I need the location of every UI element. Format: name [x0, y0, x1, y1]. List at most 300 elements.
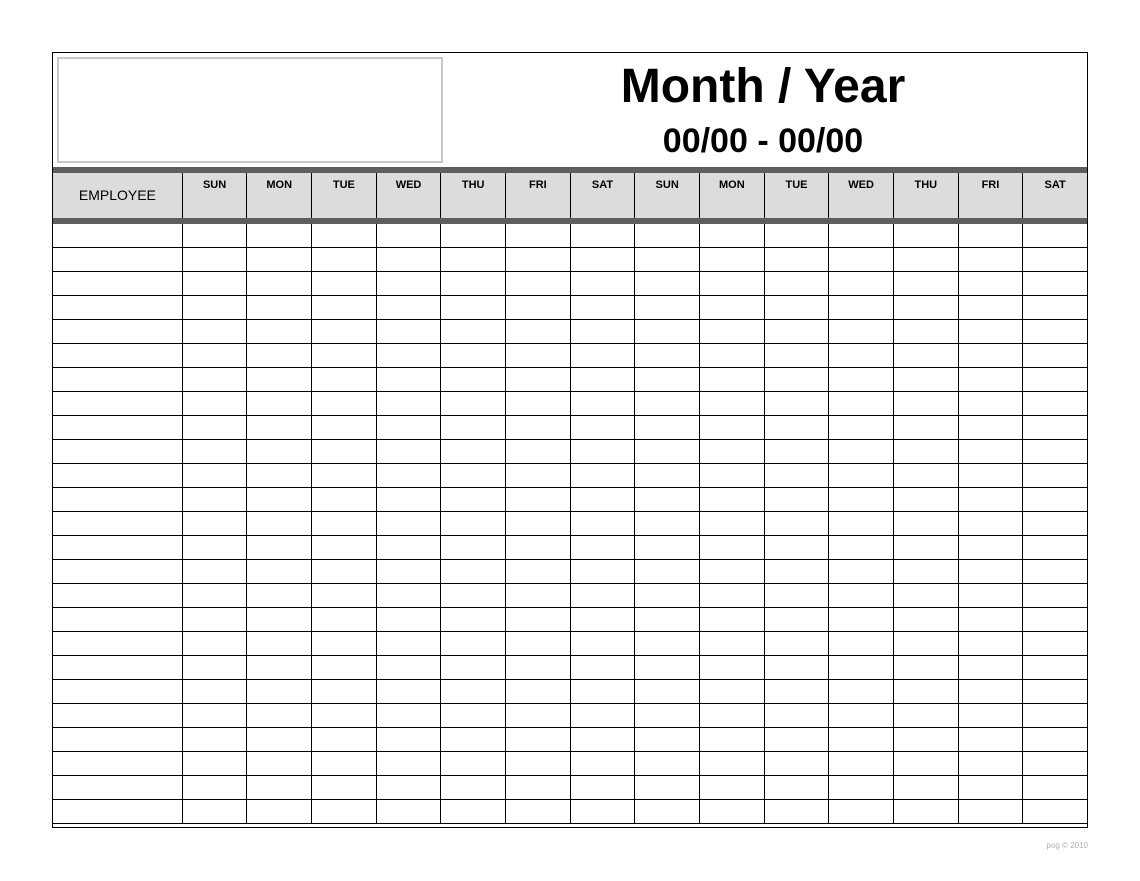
- shift-cell[interactable]: [764, 320, 829, 343]
- shift-cell[interactable]: [246, 272, 311, 295]
- shift-cell[interactable]: [764, 224, 829, 247]
- shift-cell[interactable]: [505, 728, 570, 751]
- employee-cell[interactable]: [53, 440, 182, 463]
- shift-cell[interactable]: [376, 752, 441, 775]
- shift-cell[interactable]: [634, 296, 699, 319]
- shift-cell[interactable]: [182, 680, 247, 703]
- shift-cell[interactable]: [246, 440, 311, 463]
- shift-cell[interactable]: [1022, 488, 1087, 511]
- shift-cell[interactable]: [570, 560, 635, 583]
- shift-cell[interactable]: [440, 488, 505, 511]
- shift-cell[interactable]: [958, 368, 1023, 391]
- employee-cell[interactable]: [53, 560, 182, 583]
- shift-cell[interactable]: [182, 272, 247, 295]
- shift-cell[interactable]: [828, 488, 893, 511]
- shift-cell[interactable]: [764, 416, 829, 439]
- shift-cell[interactable]: [634, 248, 699, 271]
- shift-cell[interactable]: [958, 296, 1023, 319]
- shift-cell[interactable]: [699, 632, 764, 655]
- shift-cell[interactable]: [634, 632, 699, 655]
- shift-cell[interactable]: [376, 584, 441, 607]
- shift-cell[interactable]: [182, 752, 247, 775]
- shift-cell[interactable]: [570, 488, 635, 511]
- shift-cell[interactable]: [376, 800, 441, 823]
- shift-cell[interactable]: [958, 320, 1023, 343]
- shift-cell[interactable]: [570, 248, 635, 271]
- shift-cell[interactable]: [958, 680, 1023, 703]
- shift-cell[interactable]: [699, 560, 764, 583]
- shift-cell[interactable]: [893, 320, 958, 343]
- shift-cell[interactable]: [570, 800, 635, 823]
- shift-cell[interactable]: [505, 224, 570, 247]
- shift-cell[interactable]: [246, 704, 311, 727]
- shift-cell[interactable]: [958, 440, 1023, 463]
- shift-cell[interactable]: [634, 560, 699, 583]
- shift-cell[interactable]: [311, 296, 376, 319]
- shift-cell[interactable]: [311, 536, 376, 559]
- shift-cell[interactable]: [1022, 224, 1087, 247]
- shift-cell[interactable]: [764, 632, 829, 655]
- shift-cell[interactable]: [764, 296, 829, 319]
- shift-cell[interactable]: [246, 368, 311, 391]
- shift-cell[interactable]: [699, 416, 764, 439]
- shift-cell[interactable]: [828, 776, 893, 799]
- employee-cell[interactable]: [53, 512, 182, 535]
- shift-cell[interactable]: [828, 368, 893, 391]
- employee-cell[interactable]: [53, 632, 182, 655]
- shift-cell[interactable]: [182, 488, 247, 511]
- shift-cell[interactable]: [182, 440, 247, 463]
- shift-cell[interactable]: [246, 680, 311, 703]
- shift-cell[interactable]: [570, 296, 635, 319]
- employee-cell[interactable]: [53, 320, 182, 343]
- shift-cell[interactable]: [505, 488, 570, 511]
- shift-cell[interactable]: [376, 248, 441, 271]
- shift-cell[interactable]: [634, 800, 699, 823]
- shift-cell[interactable]: [246, 248, 311, 271]
- shift-cell[interactable]: [311, 608, 376, 631]
- shift-cell[interactable]: [376, 320, 441, 343]
- shift-cell[interactable]: [699, 752, 764, 775]
- shift-cell[interactable]: [893, 560, 958, 583]
- shift-cell[interactable]: [570, 608, 635, 631]
- shift-cell[interactable]: [505, 800, 570, 823]
- shift-cell[interactable]: [570, 464, 635, 487]
- shift-cell[interactable]: [440, 248, 505, 271]
- shift-cell[interactable]: [376, 512, 441, 535]
- shift-cell[interactable]: [182, 512, 247, 535]
- shift-cell[interactable]: [505, 656, 570, 679]
- shift-cell[interactable]: [440, 752, 505, 775]
- shift-cell[interactable]: [699, 392, 764, 415]
- shift-cell[interactable]: [893, 416, 958, 439]
- shift-cell[interactable]: [1022, 512, 1087, 535]
- employee-cell[interactable]: [53, 800, 182, 823]
- shift-cell[interactable]: [376, 776, 441, 799]
- shift-cell[interactable]: [699, 512, 764, 535]
- shift-cell[interactable]: [958, 776, 1023, 799]
- shift-cell[interactable]: [1022, 320, 1087, 343]
- shift-cell[interactable]: [311, 248, 376, 271]
- shift-cell[interactable]: [246, 800, 311, 823]
- shift-cell[interactable]: [505, 296, 570, 319]
- shift-cell[interactable]: [182, 224, 247, 247]
- shift-cell[interactable]: [893, 296, 958, 319]
- shift-cell[interactable]: [634, 368, 699, 391]
- shift-cell[interactable]: [893, 584, 958, 607]
- shift-cell[interactable]: [246, 296, 311, 319]
- shift-cell[interactable]: [1022, 632, 1087, 655]
- shift-cell[interactable]: [699, 488, 764, 511]
- shift-cell[interactable]: [1022, 344, 1087, 367]
- shift-cell[interactable]: [828, 224, 893, 247]
- shift-cell[interactable]: [311, 584, 376, 607]
- shift-cell[interactable]: [893, 344, 958, 367]
- shift-cell[interactable]: [376, 392, 441, 415]
- shift-cell[interactable]: [505, 776, 570, 799]
- shift-cell[interactable]: [182, 416, 247, 439]
- shift-cell[interactable]: [182, 728, 247, 751]
- employee-cell[interactable]: [53, 272, 182, 295]
- shift-cell[interactable]: [893, 680, 958, 703]
- shift-cell[interactable]: [376, 224, 441, 247]
- shift-cell[interactable]: [764, 584, 829, 607]
- employee-cell[interactable]: [53, 416, 182, 439]
- shift-cell[interactable]: [1022, 800, 1087, 823]
- shift-cell[interactable]: [634, 344, 699, 367]
- shift-cell[interactable]: [570, 440, 635, 463]
- shift-cell[interactable]: [958, 248, 1023, 271]
- employee-cell[interactable]: [53, 248, 182, 271]
- shift-cell[interactable]: [505, 344, 570, 367]
- shift-cell[interactable]: [828, 248, 893, 271]
- shift-cell[interactable]: [699, 272, 764, 295]
- shift-cell[interactable]: [376, 704, 441, 727]
- shift-cell[interactable]: [958, 608, 1023, 631]
- shift-cell[interactable]: [440, 368, 505, 391]
- shift-cell[interactable]: [1022, 560, 1087, 583]
- shift-cell[interactable]: [828, 392, 893, 415]
- shift-cell[interactable]: [440, 560, 505, 583]
- shift-cell[interactable]: [311, 416, 376, 439]
- shift-cell[interactable]: [634, 440, 699, 463]
- shift-cell[interactable]: [828, 512, 893, 535]
- shift-cell[interactable]: [893, 488, 958, 511]
- shift-cell[interactable]: [505, 752, 570, 775]
- shift-cell[interactable]: [828, 680, 893, 703]
- shift-cell[interactable]: [440, 296, 505, 319]
- shift-cell[interactable]: [311, 344, 376, 367]
- shift-cell[interactable]: [764, 704, 829, 727]
- shift-cell[interactable]: [440, 800, 505, 823]
- shift-cell[interactable]: [376, 560, 441, 583]
- shift-cell[interactable]: [246, 560, 311, 583]
- shift-cell[interactable]: [699, 776, 764, 799]
- shift-cell[interactable]: [311, 800, 376, 823]
- shift-cell[interactable]: [440, 344, 505, 367]
- shift-cell[interactable]: [440, 656, 505, 679]
- shift-cell[interactable]: [699, 296, 764, 319]
- shift-cell[interactable]: [958, 704, 1023, 727]
- shift-cell[interactable]: [505, 392, 570, 415]
- shift-cell[interactable]: [505, 248, 570, 271]
- shift-cell[interactable]: [699, 440, 764, 463]
- shift-cell[interactable]: [570, 752, 635, 775]
- shift-cell[interactable]: [246, 632, 311, 655]
- shift-cell[interactable]: [182, 560, 247, 583]
- shift-cell[interactable]: [893, 752, 958, 775]
- shift-cell[interactable]: [246, 464, 311, 487]
- shift-cell[interactable]: [893, 248, 958, 271]
- shift-cell[interactable]: [246, 776, 311, 799]
- shift-cell[interactable]: [570, 704, 635, 727]
- shift-cell[interactable]: [440, 680, 505, 703]
- shift-cell[interactable]: [505, 416, 570, 439]
- shift-cell[interactable]: [440, 464, 505, 487]
- employee-cell[interactable]: [53, 680, 182, 703]
- shift-cell[interactable]: [246, 488, 311, 511]
- shift-cell[interactable]: [893, 800, 958, 823]
- shift-cell[interactable]: [958, 632, 1023, 655]
- employee-cell[interactable]: [53, 776, 182, 799]
- shift-cell[interactable]: [376, 728, 441, 751]
- shift-cell[interactable]: [311, 560, 376, 583]
- shift-cell[interactable]: [505, 680, 570, 703]
- shift-cell[interactable]: [376, 656, 441, 679]
- shift-cell[interactable]: [893, 224, 958, 247]
- shift-cell[interactable]: [311, 680, 376, 703]
- shift-cell[interactable]: [505, 536, 570, 559]
- shift-cell[interactable]: [311, 776, 376, 799]
- shift-cell[interactable]: [570, 512, 635, 535]
- shift-cell[interactable]: [764, 680, 829, 703]
- shift-cell[interactable]: [958, 536, 1023, 559]
- shift-cell[interactable]: [376, 608, 441, 631]
- shift-cell[interactable]: [1022, 752, 1087, 775]
- shift-cell[interactable]: [893, 368, 958, 391]
- shift-cell[interactable]: [570, 728, 635, 751]
- shift-cell[interactable]: [1022, 464, 1087, 487]
- shift-cell[interactable]: [634, 584, 699, 607]
- shift-cell[interactable]: [440, 512, 505, 535]
- shift-cell[interactable]: [246, 728, 311, 751]
- shift-cell[interactable]: [828, 344, 893, 367]
- shift-cell[interactable]: [246, 752, 311, 775]
- shift-cell[interactable]: [440, 224, 505, 247]
- shift-cell[interactable]: [893, 608, 958, 631]
- shift-cell[interactable]: [828, 464, 893, 487]
- shift-cell[interactable]: [246, 656, 311, 679]
- shift-cell[interactable]: [828, 440, 893, 463]
- shift-cell[interactable]: [246, 584, 311, 607]
- shift-cell[interactable]: [376, 632, 441, 655]
- shift-cell[interactable]: [570, 392, 635, 415]
- shift-cell[interactable]: [311, 632, 376, 655]
- shift-cell[interactable]: [311, 704, 376, 727]
- shift-cell[interactable]: [311, 656, 376, 679]
- shift-cell[interactable]: [505, 584, 570, 607]
- employee-cell[interactable]: [53, 608, 182, 631]
- employee-cell[interactable]: [53, 392, 182, 415]
- shift-cell[interactable]: [570, 344, 635, 367]
- shift-cell[interactable]: [182, 632, 247, 655]
- shift-cell[interactable]: [182, 584, 247, 607]
- shift-cell[interactable]: [311, 440, 376, 463]
- employee-cell[interactable]: [53, 296, 182, 319]
- shift-cell[interactable]: [182, 776, 247, 799]
- shift-cell[interactable]: [634, 608, 699, 631]
- shift-cell[interactable]: [1022, 440, 1087, 463]
- shift-cell[interactable]: [376, 272, 441, 295]
- shift-cell[interactable]: [311, 368, 376, 391]
- shift-cell[interactable]: [634, 272, 699, 295]
- shift-cell[interactable]: [699, 248, 764, 271]
- shift-cell[interactable]: [376, 464, 441, 487]
- shift-cell[interactable]: [376, 368, 441, 391]
- shift-cell[interactable]: [1022, 776, 1087, 799]
- shift-cell[interactable]: [246, 608, 311, 631]
- shift-cell[interactable]: [893, 272, 958, 295]
- shift-cell[interactable]: [893, 464, 958, 487]
- shift-cell[interactable]: [764, 248, 829, 271]
- shift-cell[interactable]: [764, 512, 829, 535]
- shift-cell[interactable]: [699, 584, 764, 607]
- shift-cell[interactable]: [699, 536, 764, 559]
- shift-cell[interactable]: [634, 224, 699, 247]
- shift-cell[interactable]: [634, 656, 699, 679]
- shift-cell[interactable]: [440, 704, 505, 727]
- shift-cell[interactable]: [376, 680, 441, 703]
- shift-cell[interactable]: [958, 800, 1023, 823]
- shift-cell[interactable]: [505, 464, 570, 487]
- shift-cell[interactable]: [764, 656, 829, 679]
- shift-cell[interactable]: [634, 536, 699, 559]
- shift-cell[interactable]: [893, 512, 958, 535]
- shift-cell[interactable]: [893, 656, 958, 679]
- shift-cell[interactable]: [1022, 296, 1087, 319]
- shift-cell[interactable]: [570, 776, 635, 799]
- shift-cell[interactable]: [828, 320, 893, 343]
- shift-cell[interactable]: [893, 728, 958, 751]
- shift-cell[interactable]: [699, 800, 764, 823]
- shift-cell[interactable]: [634, 752, 699, 775]
- shift-cell[interactable]: [764, 752, 829, 775]
- shift-cell[interactable]: [1022, 704, 1087, 727]
- shift-cell[interactable]: [570, 536, 635, 559]
- shift-cell[interactable]: [634, 680, 699, 703]
- shift-cell[interactable]: [182, 464, 247, 487]
- shift-cell[interactable]: [828, 704, 893, 727]
- shift-cell[interactable]: [764, 272, 829, 295]
- shift-cell[interactable]: [764, 368, 829, 391]
- shift-cell[interactable]: [828, 296, 893, 319]
- shift-cell[interactable]: [1022, 608, 1087, 631]
- shift-cell[interactable]: [1022, 416, 1087, 439]
- shift-cell[interactable]: [1022, 680, 1087, 703]
- shift-cell[interactable]: [828, 272, 893, 295]
- employee-cell[interactable]: [53, 656, 182, 679]
- shift-cell[interactable]: [440, 416, 505, 439]
- employee-cell[interactable]: [53, 752, 182, 775]
- shift-cell[interactable]: [505, 632, 570, 655]
- shift-cell[interactable]: [440, 728, 505, 751]
- shift-cell[interactable]: [634, 776, 699, 799]
- shift-cell[interactable]: [1022, 272, 1087, 295]
- shift-cell[interactable]: [958, 416, 1023, 439]
- shift-cell[interactable]: [828, 728, 893, 751]
- shift-cell[interactable]: [958, 272, 1023, 295]
- shift-cell[interactable]: [634, 512, 699, 535]
- shift-cell[interactable]: [699, 704, 764, 727]
- shift-cell[interactable]: [958, 224, 1023, 247]
- shift-cell[interactable]: [958, 752, 1023, 775]
- shift-cell[interactable]: [376, 344, 441, 367]
- shift-cell[interactable]: [505, 512, 570, 535]
- shift-cell[interactable]: [699, 368, 764, 391]
- employee-cell[interactable]: [53, 536, 182, 559]
- shift-cell[interactable]: [311, 512, 376, 535]
- shift-cell[interactable]: [440, 584, 505, 607]
- shift-cell[interactable]: [311, 392, 376, 415]
- shift-cell[interactable]: [828, 632, 893, 655]
- shift-cell[interactable]: [505, 560, 570, 583]
- shift-cell[interactable]: [182, 800, 247, 823]
- shift-cell[interactable]: [182, 656, 247, 679]
- shift-cell[interactable]: [440, 536, 505, 559]
- shift-cell[interactable]: [182, 296, 247, 319]
- shift-cell[interactable]: [311, 728, 376, 751]
- shift-cell[interactable]: [958, 584, 1023, 607]
- shift-cell[interactable]: [764, 560, 829, 583]
- shift-cell[interactable]: [376, 488, 441, 511]
- shift-cell[interactable]: [958, 344, 1023, 367]
- shift-cell[interactable]: [182, 248, 247, 271]
- shift-cell[interactable]: [311, 224, 376, 247]
- shift-cell[interactable]: [182, 320, 247, 343]
- shift-cell[interactable]: [570, 272, 635, 295]
- shift-cell[interactable]: [246, 320, 311, 343]
- shift-cell[interactable]: [764, 608, 829, 631]
- shift-cell[interactable]: [570, 320, 635, 343]
- shift-cell[interactable]: [634, 488, 699, 511]
- shift-cell[interactable]: [505, 368, 570, 391]
- shift-cell[interactable]: [958, 512, 1023, 535]
- shift-cell[interactable]: [376, 536, 441, 559]
- shift-cell[interactable]: [311, 272, 376, 295]
- shift-cell[interactable]: [570, 416, 635, 439]
- shift-cell[interactable]: [440, 776, 505, 799]
- shift-cell[interactable]: [440, 608, 505, 631]
- shift-cell[interactable]: [505, 608, 570, 631]
- shift-cell[interactable]: [505, 440, 570, 463]
- shift-cell[interactable]: [1022, 656, 1087, 679]
- shift-cell[interactable]: [828, 800, 893, 823]
- shift-cell[interactable]: [634, 416, 699, 439]
- shift-cell[interactable]: [440, 272, 505, 295]
- shift-cell[interactable]: [699, 320, 764, 343]
- shift-cell[interactable]: [764, 392, 829, 415]
- shift-cell[interactable]: [440, 440, 505, 463]
- shift-cell[interactable]: [246, 416, 311, 439]
- shift-cell[interactable]: [440, 320, 505, 343]
- shift-cell[interactable]: [570, 368, 635, 391]
- shift-cell[interactable]: [1022, 536, 1087, 559]
- shift-cell[interactable]: [634, 464, 699, 487]
- shift-cell[interactable]: [376, 440, 441, 463]
- shift-cell[interactable]: [958, 392, 1023, 415]
- employee-cell[interactable]: [53, 728, 182, 751]
- shift-cell[interactable]: [570, 656, 635, 679]
